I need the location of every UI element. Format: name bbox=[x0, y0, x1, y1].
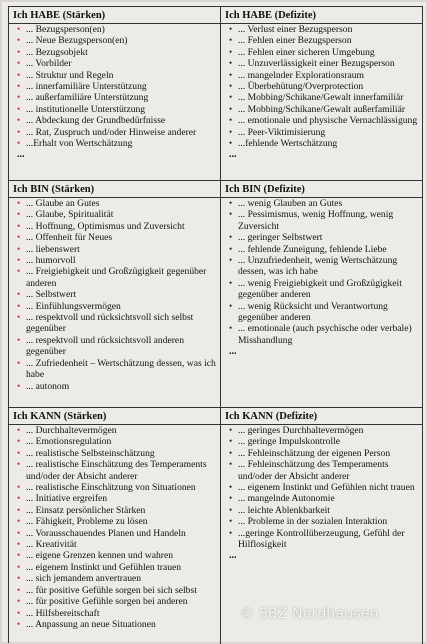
bullet-icon: • bbox=[17, 126, 21, 137]
list-item: • ... Unzufriedenheit, wenig Wertschätzung dessen, was ich habe bbox=[229, 255, 398, 278]
list-item: • ... Neue Bezugsperson(en) bbox=[17, 35, 128, 47]
list-habe-defizite bbox=[221, 24, 422, 149]
bullet-icon: • bbox=[229, 323, 233, 334]
list-item: • ... Emotionsregulation bbox=[17, 436, 112, 448]
bullet-icon: • bbox=[17, 35, 21, 46]
bullet-icon: • bbox=[17, 357, 21, 368]
list-item: • ... Initiative ergreifen bbox=[17, 493, 108, 505]
table-row-habe bbox=[9, 7, 423, 181]
list-item: • ... wenig Glauben an Gutes bbox=[229, 198, 343, 209]
bullet-icon: • bbox=[229, 103, 233, 114]
list-item: • ...geringe Kontrollüberzeugung, Gefühl der Hilflosigkeit bbox=[229, 527, 405, 551]
list-item: • ... Einfühlungsvermögen bbox=[17, 300, 121, 312]
list-item: • ... Fehlen einer Bezugsperson bbox=[229, 35, 352, 47]
bullet-icon: • bbox=[17, 550, 21, 561]
list-item: • ... geringe Impulskontrolle bbox=[229, 436, 341, 448]
bullet-icon: • bbox=[17, 58, 21, 69]
cell-bin-staerken bbox=[9, 181, 221, 407]
cell-kann-staerken bbox=[9, 408, 221, 644]
bullet-icon: • bbox=[229, 277, 233, 288]
bullet-icon: • bbox=[229, 198, 233, 208]
bullet-icon: • bbox=[17, 584, 21, 595]
list-item: • ... Verlust einer Bezugsperson bbox=[229, 24, 353, 35]
list-bin-defizite bbox=[221, 198, 422, 346]
list-item: • ... eigenem Instinkt und Gefühlen trauen bbox=[17, 561, 182, 573]
list-item: • ... Freigiebigkeit und Großzügigkeit gegenüber anderen bbox=[17, 266, 207, 289]
table-row-bin bbox=[9, 181, 423, 408]
list-item: • ... Hoffnung, Optimismus und Zuversicht bbox=[17, 220, 185, 232]
list-item: • ... Mobbing/Schikane/Gewalt innerfamiliär bbox=[229, 92, 404, 104]
bullet-icon: • bbox=[17, 209, 21, 220]
list-item: • ... Fehlen einer sicheren Umgebung bbox=[229, 46, 375, 58]
list-item: • ... respektvoll und rücksichtsvoll anderen gegenüber bbox=[17, 334, 184, 358]
heading-bin-defizite: Ich BIN (Defizite) bbox=[221, 181, 422, 198]
bullet-icon: • bbox=[229, 527, 233, 538]
bullet-icon: • bbox=[229, 255, 233, 266]
bullet-icon: • bbox=[229, 58, 233, 69]
heading-kann-staerken: Ich KANN (Stärken) bbox=[9, 408, 220, 425]
list-item: • ... Offenheit für Neues bbox=[17, 232, 113, 244]
list-item: • ... liebenswert bbox=[17, 243, 80, 255]
bullet-icon: • bbox=[17, 243, 21, 254]
list-item: • ... Überbehütung/Overprotection bbox=[229, 81, 364, 93]
bullet-icon: • bbox=[229, 482, 233, 493]
bullet-icon: • bbox=[229, 516, 233, 527]
list-item: • ... Zufriedenheit – Wertschätzung dessen, was ich habe bbox=[17, 357, 216, 381]
list-item: • ... Probleme in der sozialen Interaktion bbox=[229, 516, 388, 528]
cell-habe-staerken bbox=[9, 7, 221, 180]
list-item: • ... realistische Selbsteinschätzung bbox=[17, 447, 155, 459]
bullet-icon: • bbox=[229, 459, 233, 470]
bullet-icon: • bbox=[229, 92, 233, 103]
list-item: • ... geringer Selbstwert bbox=[229, 232, 323, 244]
bullet-icon: • bbox=[229, 447, 233, 458]
list-item: • ... Vorbilder bbox=[17, 58, 72, 70]
list-item: • ...Erhalt von Wertschätzung bbox=[17, 138, 133, 150]
worksheet-photo bbox=[2, 2, 426, 642]
bullet-icon: • bbox=[17, 334, 21, 345]
list-item: • ... für positive Gefühle sorgen bei sich selbst bbox=[17, 584, 197, 596]
list-item: • ... eigene Grenzen kennen und wahren bbox=[17, 550, 174, 562]
bullet-icon: • bbox=[17, 436, 21, 447]
list-item: • ... Vorausschauendes Planen und Handeln bbox=[17, 527, 186, 539]
list-item: • ... Durchhaltevermögen bbox=[17, 425, 117, 436]
list-item: • ... Abdeckung der Grundbedürfnisse bbox=[17, 115, 166, 127]
bullet-icon: • bbox=[17, 516, 21, 527]
heading-habe-defizite: Ich HABE (Defizite) bbox=[221, 7, 422, 24]
bullet-icon: • bbox=[229, 425, 233, 435]
bullet-icon: • bbox=[17, 266, 21, 277]
list-item: • ... respektvoll und rücksichtsvoll sich selbst gegenüber bbox=[17, 312, 194, 335]
list-item: • ... Anpassung an neue Situationen bbox=[17, 618, 156, 630]
heading-bin-staerken: Ich BIN (Stärken) bbox=[9, 181, 220, 198]
bullet-icon: • bbox=[17, 81, 21, 92]
bullet-icon: • bbox=[17, 300, 21, 311]
bullet-icon: • bbox=[17, 425, 21, 435]
list-item: • ... mangelnde Autonomie bbox=[229, 493, 335, 505]
cell-bin-defizite bbox=[221, 181, 423, 407]
list-bin-staerken bbox=[9, 198, 220, 392]
bullet-icon: • bbox=[229, 69, 233, 80]
list-kann-staerken bbox=[9, 425, 220, 630]
list-item: • ... geringes Durchhaltevermögen bbox=[229, 425, 364, 436]
list-item: • ... Pessimismus, wenig Hoffnung, wenig Zuversicht bbox=[229, 209, 394, 232]
list-item: • ... Struktur und Regeln bbox=[17, 69, 114, 81]
list-item: • ... realistische Einschätzung von Situationen bbox=[17, 482, 196, 494]
bullet-icon: • bbox=[17, 46, 21, 57]
list-item: • ...fehlende Wertschätzung bbox=[229, 138, 338, 150]
bullet-icon: • bbox=[17, 115, 21, 126]
bullet-icon: • bbox=[17, 198, 21, 208]
list-item: • ... emotionale (auch psychische oder verbale) Misshandlung bbox=[229, 323, 412, 346]
bullet-icon: • bbox=[17, 289, 21, 300]
bullet-icon: • bbox=[17, 138, 21, 149]
list-item: • ... leichte Ablenkbarkeit bbox=[229, 504, 330, 516]
bullet-icon: • bbox=[17, 561, 21, 572]
bullet-icon: • bbox=[17, 493, 21, 504]
bullet-icon: • bbox=[17, 573, 21, 584]
list-item: • ... wenig Freigiebigkeit und Großzügigkeit gegenüber anderen bbox=[229, 277, 402, 301]
bullet-icon: • bbox=[17, 24, 21, 34]
list-item: • ... Fähigkeit, Probleme zu lösen bbox=[17, 516, 148, 528]
bullet-icon: • bbox=[229, 46, 233, 57]
bullet-icon: • bbox=[229, 504, 233, 515]
list-item: • ... Glaube an Gutes bbox=[17, 198, 100, 209]
heading-habe-staerken: Ich HABE (Stärken) bbox=[9, 7, 220, 24]
heading-kann-defizite: Ich KANN (Defizite) bbox=[221, 408, 422, 425]
bullet-icon: • bbox=[17, 504, 21, 515]
list-item: • ... mangelnder Explorationsraum bbox=[229, 69, 365, 81]
list-item: • ... institutionelle Unterstützung bbox=[17, 103, 146, 115]
bullet-icon: • bbox=[17, 380, 21, 391]
copyright-watermark: © SBZ Nordhausen bbox=[240, 606, 379, 622]
bullet-icon: • bbox=[17, 255, 21, 266]
bullet-icon: • bbox=[17, 618, 21, 629]
bullet-icon: • bbox=[17, 312, 21, 323]
list-item: • ... Einsatz persönlicher Stärken bbox=[17, 504, 146, 516]
bullet-icon: • bbox=[17, 527, 21, 538]
bullet-icon: • bbox=[229, 436, 233, 447]
list-item: • ... Rat, Zuspruch und/oder Hinweise anderer bbox=[17, 126, 197, 138]
list-item: • ... Glaube, Spiritualität bbox=[17, 209, 114, 221]
bullet-icon: • bbox=[17, 447, 21, 458]
bullet-icon: • bbox=[229, 232, 233, 243]
list-item: • ... Bezugsperson(en) bbox=[17, 24, 105, 35]
list-item: • ... Fehleinschätzung des Temperaments und/oder der Absicht anderer bbox=[229, 459, 389, 482]
list-item: • ... sich jemandem anvertrauen bbox=[17, 573, 142, 585]
list-item: • ... Mobbing/Schikane/Gewalt außerfamiliär bbox=[229, 103, 406, 115]
bullet-icon: • bbox=[229, 24, 233, 34]
bullet-icon: • bbox=[17, 459, 21, 470]
bullet-icon: • bbox=[229, 115, 233, 126]
bullet-icon: • bbox=[17, 482, 21, 493]
bullet-icon: • bbox=[229, 300, 233, 311]
bullet-icon: • bbox=[229, 209, 233, 220]
bullet-icon: • bbox=[17, 596, 21, 607]
list-item: • ... emotionale und physische Vernachlässigung bbox=[229, 115, 418, 127]
list-item: • ... humorvoll bbox=[17, 255, 76, 267]
list-item: • ... autonom bbox=[17, 380, 70, 392]
list-item: • ... Kreativität bbox=[17, 539, 77, 551]
bullet-icon: • bbox=[17, 220, 21, 231]
bullet-icon: • bbox=[17, 92, 21, 103]
bullet-icon: • bbox=[17, 539, 21, 550]
resilience-table bbox=[8, 6, 423, 643]
bullet-icon: • bbox=[229, 138, 233, 149]
list-item: • ... für positive Gefühle sorgen bei anderen bbox=[17, 596, 188, 608]
more-dots: ... bbox=[229, 149, 237, 161]
list-item: • ... fehlende Zuneigung, fehlende Liebe bbox=[229, 243, 387, 255]
cell-habe-defizite bbox=[221, 7, 423, 180]
bullet-icon: • bbox=[229, 493, 233, 504]
list-item: • ... Peer-Viktimisierung bbox=[229, 126, 326, 138]
list-item: • ... realistische Einschätzung des Temperaments und/oder der Absicht anderer bbox=[17, 459, 207, 482]
more-dots: ... bbox=[229, 346, 237, 358]
bullet-icon: • bbox=[17, 103, 21, 114]
list-item: • ... Unzuverlässigkeit einer Bezugsperson bbox=[229, 58, 395, 70]
list-item: • ... Fehleinschätzung der eigenen Person bbox=[229, 447, 391, 459]
list-item: • ... außerfamiliäre Unterstützung bbox=[17, 92, 149, 104]
bullet-icon: • bbox=[17, 69, 21, 80]
more-dots: ... bbox=[17, 149, 25, 161]
more-dots: ... bbox=[229, 550, 237, 562]
bullet-icon: • bbox=[17, 232, 21, 243]
bullet-icon: • bbox=[229, 126, 233, 137]
bullet-icon: • bbox=[229, 243, 233, 254]
list-item: • ... Selbstwert bbox=[17, 289, 77, 301]
list-habe-staerken bbox=[9, 24, 220, 149]
list-item: • ... Bezugsobjekt bbox=[17, 46, 88, 58]
bullet-icon: • bbox=[229, 35, 233, 46]
list-item: • ... Hilfsbereitschaft bbox=[17, 607, 100, 619]
bullet-icon: • bbox=[17, 607, 21, 618]
bullet-icon: • bbox=[229, 81, 233, 92]
list-kann-defizite bbox=[221, 425, 422, 550]
list-item: • ... wenig Rücksicht und Verantwortung gegenüber anderen bbox=[229, 300, 388, 324]
list-item: • ... eigenem Instinkt und Gefühlen nicht trauen bbox=[229, 482, 415, 494]
list-item: • ... innerfamiliäre Unterstützung bbox=[17, 81, 147, 93]
